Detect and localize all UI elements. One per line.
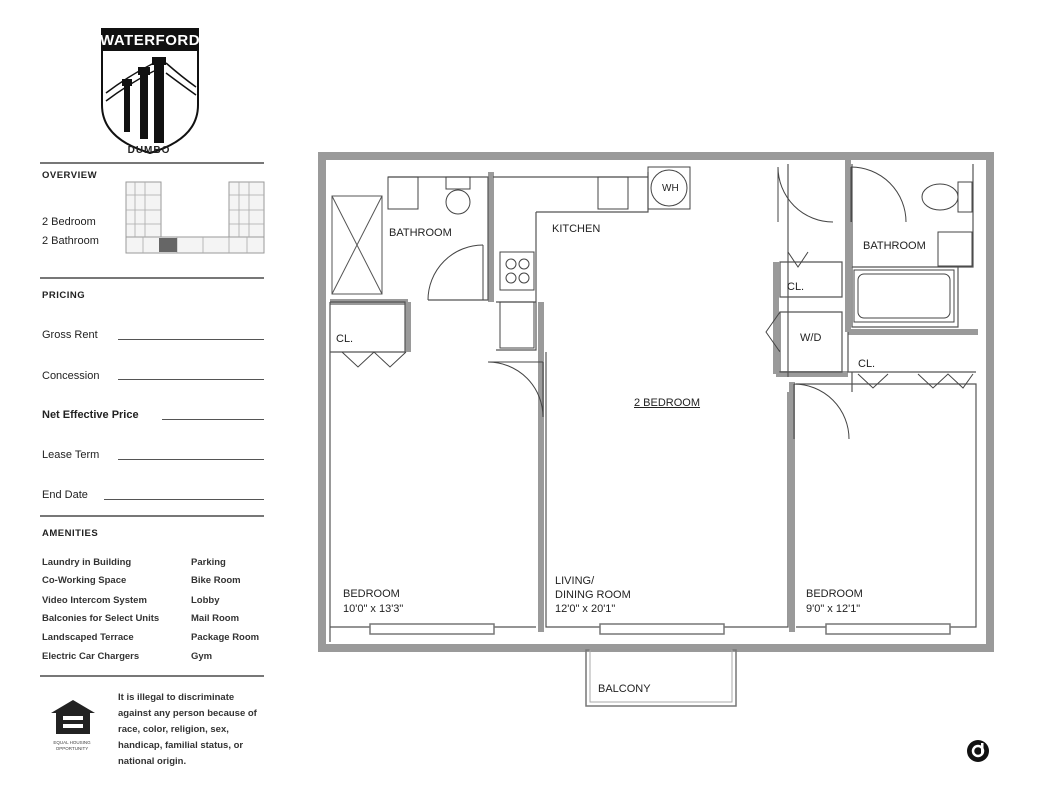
bathroom-left-label: BATHROOM xyxy=(389,227,452,239)
pricing-title: PRICING xyxy=(42,290,86,301)
bathroom-right-label: BATHROOM xyxy=(863,240,926,252)
amenity-item: Balconies for Select Units xyxy=(42,613,160,624)
pricing-lease-term-field xyxy=(118,459,264,460)
pricing-net-effective-field xyxy=(162,419,264,420)
closet-label: CL. xyxy=(787,281,805,293)
overview-bathrooms: 2 Bathroom xyxy=(42,235,99,247)
brand-mark-icon xyxy=(966,739,990,763)
divider xyxy=(40,675,264,677)
fair-housing-notice: It is illegal to discriminate against any person because of race, color, religion, sex, handicap, familial status, or national origin. xyxy=(118,692,257,767)
overview-bedrooms: 2 Bedroom xyxy=(42,216,96,228)
logo-wordmark: WATERFORD xyxy=(100,32,201,49)
unit-type-label: 2 BEDROOM xyxy=(634,397,701,409)
overview-title: OVERVIEW xyxy=(42,170,98,181)
pricing-end-date-label: End Date xyxy=(42,489,88,501)
living-dimensions: 12'0" x 20'1" xyxy=(555,603,616,615)
bedroom-right-dimensions: 9'0" x 12'1" xyxy=(806,603,861,615)
amenity-item: Video Intercom System xyxy=(42,595,147,606)
pricing-end-date-field xyxy=(104,499,264,500)
water-heater-label: WH xyxy=(662,183,679,194)
amenity-item: Mail Room xyxy=(191,613,240,624)
pricing-concession-field xyxy=(118,379,264,380)
divider xyxy=(40,277,264,279)
amenity-item: Landscaped Terrace xyxy=(42,632,134,643)
pricing-gross-rent-field xyxy=(118,339,264,340)
pricing-lease-term-label: Lease Term xyxy=(42,449,100,461)
living-label-line2: DINING ROOM xyxy=(555,589,631,601)
amenity-item: Laundry in Building xyxy=(42,557,132,568)
kitchen-label: KITCHEN xyxy=(552,223,601,235)
washer-dryer-label: W/D xyxy=(800,332,822,344)
equal-housing-caption: EQUAL HOUSING OPPORTUNITY xyxy=(53,740,91,751)
bedroom-left-label: BEDROOM xyxy=(343,588,400,600)
balcony-label: BALCONY xyxy=(598,683,651,695)
pricing-net-effective-label: Net Effective Price xyxy=(42,409,139,421)
amenity-item: Package Room xyxy=(191,632,260,643)
amenity-item: Electric Car Chargers xyxy=(42,651,140,662)
equal-housing-icon xyxy=(48,698,98,738)
divider xyxy=(40,515,264,517)
building-keyplan xyxy=(125,180,265,255)
amenities-title: AMENITIES xyxy=(42,528,99,539)
bedroom-left-dimensions: 10'0" x 13'3" xyxy=(343,603,404,615)
pricing-gross-rent-label: Gross Rent xyxy=(42,329,98,341)
amenity-item: Bike Room xyxy=(191,575,241,586)
amenity-item: Gym xyxy=(191,651,213,662)
living-label-line1: LIVING/ xyxy=(555,575,595,587)
amenity-item: Lobby xyxy=(191,595,220,606)
bedroom-right-label: BEDROOM xyxy=(806,588,863,600)
pricing-concession-label: Concession xyxy=(42,370,100,382)
closet-label: CL. xyxy=(858,358,876,370)
divider xyxy=(40,162,264,164)
closet-label: CL. xyxy=(336,333,354,345)
amenity-item: Parking xyxy=(191,557,226,568)
amenity-item: Co-Working Space xyxy=(42,575,127,586)
logo-subtitle: DUMBO xyxy=(127,145,171,156)
